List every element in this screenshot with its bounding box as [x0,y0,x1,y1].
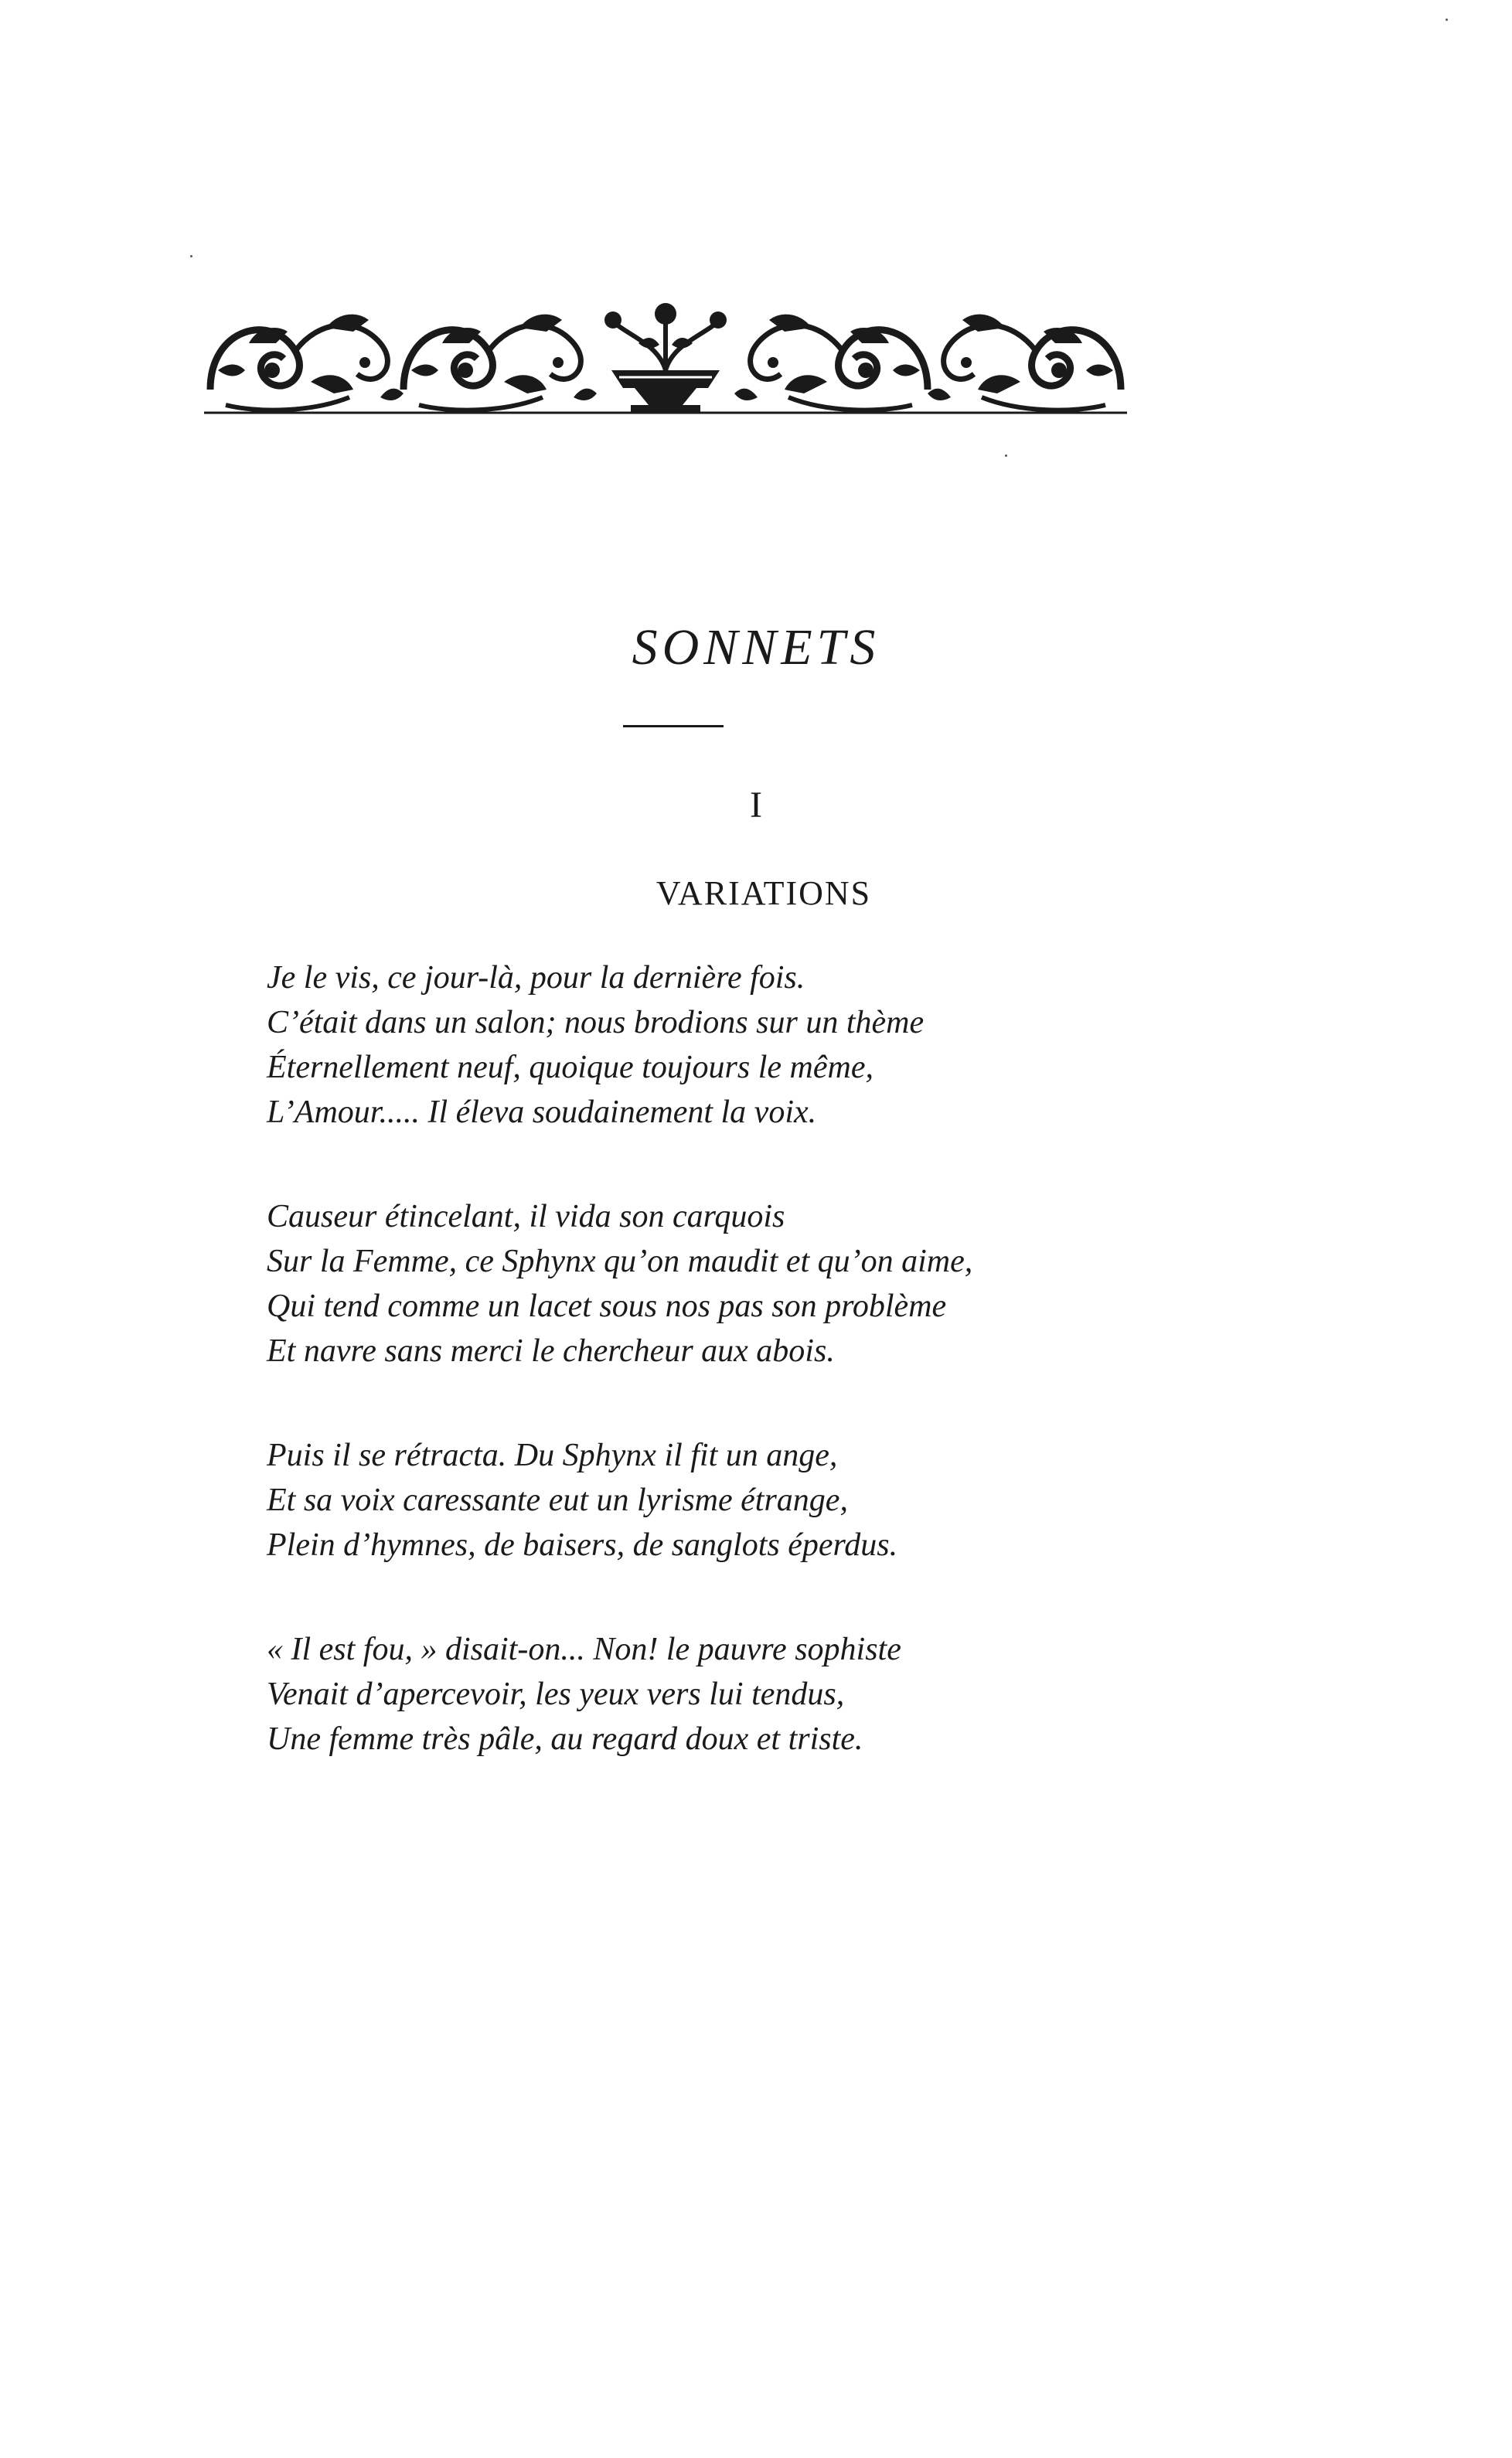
verse-line: Et sa voix caressante eut un lyrisme étrange, [267,1483,848,1518]
sonnet-number: I [750,785,762,826]
title-divider [623,725,724,727]
verse-line: Une femme très pâle, au regard doux et triste. [267,1721,863,1757]
verse-line: Qui tend comme un lacet sous nos pas son problème [267,1289,947,1324]
verse-line: « Il est fou, » disait-on... Non! le pauvre sophiste [267,1632,901,1667]
verse-line: L’Amour..... Il éleva soudainement la voix. [267,1095,817,1130]
verse-line: Sur la Femme, ce Sphynx qu’on maudit et qu’on aime, [267,1244,973,1279]
poem-body [267,955,1272,1821]
poem-title: VARIATIONS [656,874,872,912]
paper-speck [1446,19,1448,21]
verse-line: Et navre sans merci le chercheur aux abois. [267,1333,835,1369]
paper-speck [190,255,192,257]
paper-speck [1005,454,1007,457]
ornamental-headpiece [203,297,1129,428]
stanza-1 [267,955,1272,1135]
verse-line: Je le vis, ce jour-là, pour la dernière fois. [267,960,805,996]
floral-scroll-headpiece-icon [203,297,1129,428]
verse-line: Venait d’apercevoir, les yeux vers lui tendus, [267,1677,845,1712]
section-title: SONNETS [632,619,880,676]
stanza-3 [267,1433,1272,1568]
verse-line: Causeur étincelant, il vida son carquois [267,1199,785,1234]
verse-line: Puis il se rétracta. Du Sphynx il fit un ange, [267,1438,838,1473]
verse-line: C’était dans un salon; nous brodions sur un thème [267,1005,925,1040]
stanza-4 [267,1627,1272,1762]
stanza-2 [267,1194,1272,1374]
verse-line: Éternellement neuf, quoique toujours le même, [267,1050,873,1085]
verse-line: Plein d’hymnes, de baisers, de sanglots éperdus. [267,1527,898,1563]
